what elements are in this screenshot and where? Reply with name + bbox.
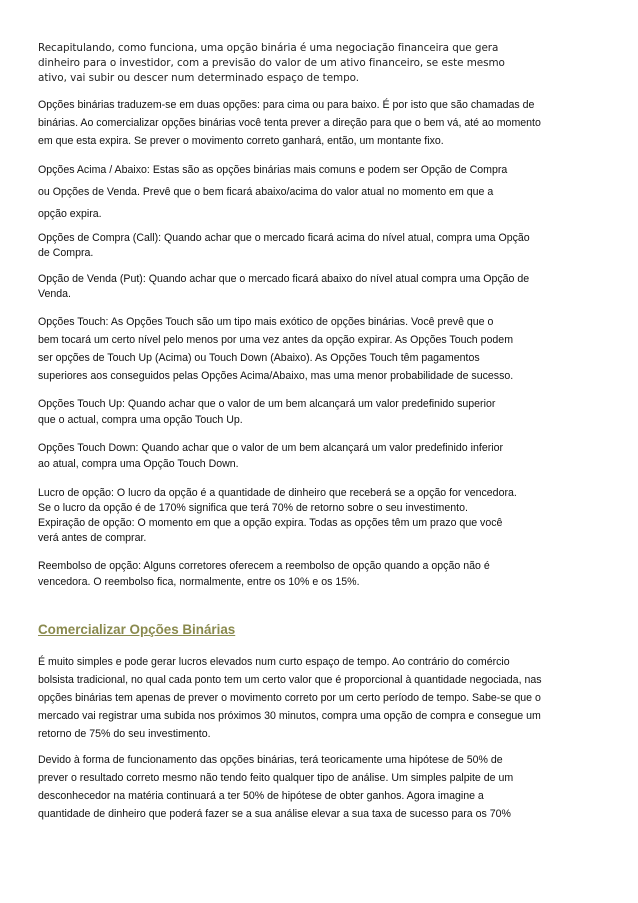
text-line: quantidade de dinheiro que poderá fazer se a sua análise elevar a sua taxa de sucesso para os 70%	[38, 808, 511, 820]
text-line: Reembolso de opção: Alguns corretores oferecem a reembolso de opção quando a opção não é	[38, 560, 490, 572]
intro-line: Recapitulando, como funciona, uma opção binária é uma negociação financeira que gera	[38, 42, 499, 54]
text-line: superiores aos conseguidos pelas Opções Acima/Abaixo, mas uma menor probabilidade de sucesso.	[38, 370, 514, 382]
text-line: verá antes de comprar.	[38, 532, 147, 544]
text-line: Opções Touch: As Opções Touch são um tipo mais exótico de opções binárias. Você prevê que o	[38, 316, 494, 328]
text-line: Expiração de opção: O momento em que a opção expira. Todas as opções têm um prazo que você	[38, 517, 503, 529]
text-line: em que esta expira. Se prever o movimento correto ganhará, então, um montante fixo.	[38, 135, 444, 147]
text-line: vencedora. O reembolso fica, normalmente, entre os 10% e os 15%.	[38, 576, 360, 588]
text-line: Opções Touch Down: Quando achar que o valor de um bem alcançará um valor predefinido inferior	[38, 442, 504, 454]
text-line: Opções binárias traduzem-se em duas opções: para cima ou para baixo. É por isto que são chamadas de	[38, 99, 535, 111]
text-line: Opções Touch Up: Quando achar que o valor de um bem alcançará um valor predefinido superior	[38, 398, 496, 410]
intro-line: ativo, vai subir ou descer num determinado espaço de tempo.	[38, 72, 360, 84]
text-line: desconhecedor na matéria continuará a ter 50% de hipótese de obter ganhos. Agora imagine a	[38, 790, 484, 802]
text-line: opção expira.	[38, 208, 102, 220]
text-line: mercado vai registrar uma subida nos próximos 30 minutos, compra uma opção de compra e consegue um	[38, 710, 541, 722]
text-line: Lucro de opção: O lucro da opção é a quantidade de dinheiro que receberá se a opção for vencedora.	[38, 487, 517, 499]
text-line: Se o lucro da opção é de 170% significa que terá 70% de retorno sobre o seu investimento.	[38, 502, 468, 514]
section-heading: Comercializar Opções Binárias	[38, 622, 236, 637]
text-line: binárias. Ao comercializar opções binárias você tenta prever a direção para que o bem vá, até ao momento	[38, 117, 541, 129]
text-line: opções binárias tem apenas de prever o movimento correto por um certo período de tempo. Sabe-se que o	[38, 692, 541, 704]
text-line: bem tocará um certo nível pelo menos por uma vez antes da opção expirar. As Opções Touch podem	[38, 334, 514, 346]
text-line: bolsista tradicional, no qual cada ponto tem um certo valor que é proporcional à quantidade negociada, nas	[38, 674, 542, 686]
text-line: retorno de 75% do seu investimento.	[38, 728, 211, 740]
text-line: ao atual, compra uma Opção Touch Down.	[38, 458, 239, 470]
text-line: Devido à forma de funcionamento das opções binárias, terá teoricamente uma hipótese de 50% de	[38, 754, 503, 766]
text-line: de Compra.	[38, 247, 94, 259]
text-line: Opção de Venda (Put): Quando achar que o mercado ficará abaixo do nível atual compra uma Opção de	[38, 273, 530, 285]
text-line: Opções de Compra (Call): Quando achar que o mercado ficará acima do nível atual, compra uma Opção	[38, 232, 530, 244]
text-line: ou Opções de Venda. Prevê que o bem ficará abaixo/acima do valor atual no momento em que a	[38, 186, 494, 198]
text-line: prever o resultado correto mesmo não tendo feito qualquer tipo de análise. Um simples palpite de um	[38, 772, 514, 784]
text-line: ser opções de Touch Up (Acima) ou Touch Down (Abaixo). As Opções Touch têm pagamentos	[38, 352, 480, 364]
text-line: É muito simples e pode gerar lucros elevados num curto espaço de tempo. Ao contrário do comércio	[38, 656, 510, 668]
text-line: Venda.	[38, 288, 71, 300]
text-line: Opções Acima / Abaixo: Estas são as opções binárias mais comuns e podem ser Opção de Compra	[38, 164, 508, 176]
intro-line: dinheiro para o investidor, com a previsão do valor de um ativo financeiro, se este mesmo	[38, 57, 505, 69]
text-line: que o actual, compra uma opção Touch Up.	[38, 414, 243, 426]
